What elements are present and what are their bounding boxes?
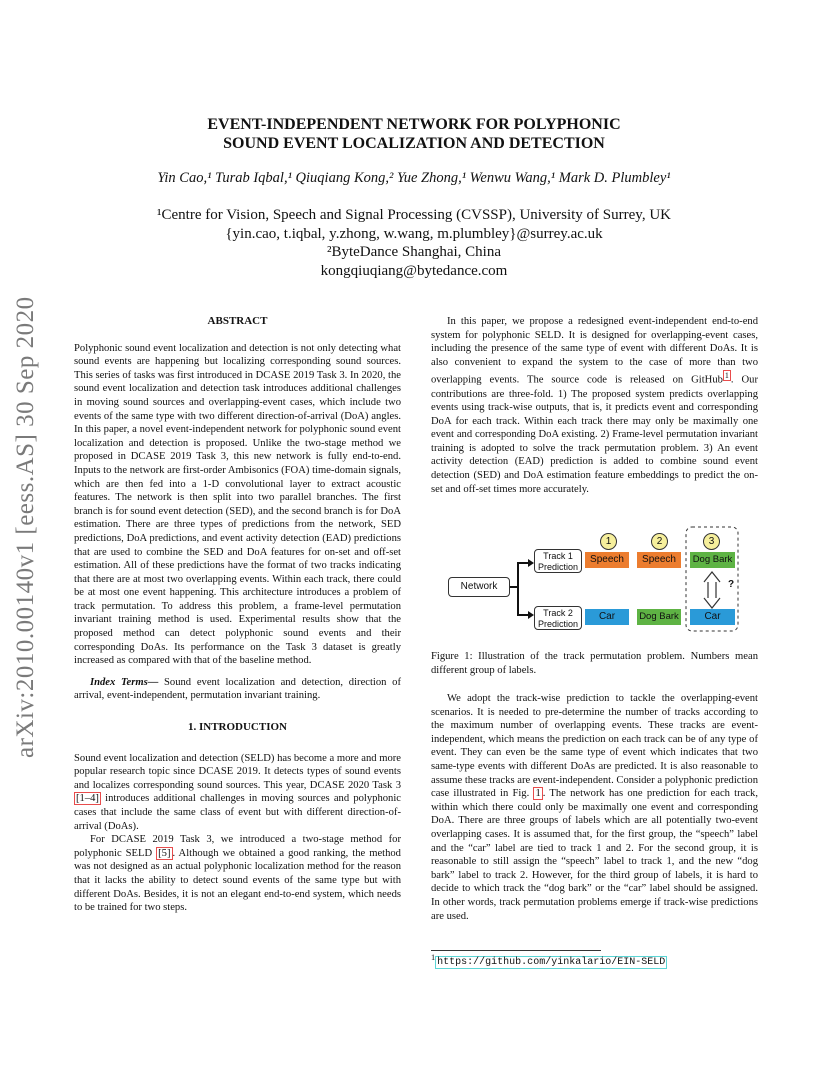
abstract-heading: ABSTRACT — [207, 315, 268, 327]
figure-1 — [440, 525, 770, 635]
figure-caption: Figure 1: Illustration of the track permutation problem. Numbers mean different group of labels. — [431, 651, 758, 676]
track2-box: Track 2 Prediction — [534, 606, 582, 630]
affiliations — [0, 206, 828, 280]
index-terms — [74, 676, 401, 703]
citation-link[interactable]: [1–4] — [76, 793, 99, 805]
footnote-rule — [431, 950, 601, 951]
author-list: Yin Cao,¹ Turab Iqbal,¹ Qiuqiang Kong,² Yue Zhong,¹ Wenwu Wang,¹ Mark D. Plumbley¹ — [157, 170, 671, 186]
network-box: Network — [448, 577, 510, 597]
right-column-top — [431, 315, 758, 496]
github-link[interactable]: https://github.com/yinkalario/EIN-SELD — [437, 957, 666, 969]
question-mark: ? — [727, 579, 735, 590]
label-dog-bark: Dog Bark — [690, 552, 735, 568]
right-paragraph-1: In this paper, we propose a redesigned event-independent end-to-end system for polyphonic SELD. It is designed for overlapping-event cases, including the presence of the same type of event with different DoAs. It is also convenient to expand the system to the case of more than two overlapping events. The source code is released on GitHub $^1$ . Our contributions are three-fold. 1) The proposed system predicts overlapping events using track-wise outputs, that is, it predicts event and corresponding DoA for each track. Within each track there may only be maximally one event and corresponding DoA existing. 2) Frame-level permutation invariant training is adopted to solve the track permutation problem. 3) An event activity detection (EAD) prediction is added to combine sound event detection (SED) and DoA estimation feature embeddings to predict the on-set and off-set times more accurately. — [431, 316, 758, 495]
footnote — [431, 953, 758, 968]
group-3-number: 3 — [703, 533, 720, 550]
paper-title — [0, 115, 828, 153]
intro-paragraph-1: Sound event localization and detection (SELD) has become a more and more popular research topic since DCASE 2019. It detects types of sound events and localizes corresponding sound sources. This year, DCASE 2020 Task 3 [1–4] introduces additional challenges in moving sources and polyphonic cases that include the same class of event but with different direction-of-arrival (DoAs). — [74, 752, 401, 832]
citation-link[interactable]: [5] — [158, 847, 171, 859]
footnote-number: 1 — [431, 953, 436, 962]
footnote-link[interactable]: 1 — [724, 371, 729, 381]
title-line-1: EVENT-INDEPENDENT NETWORK FOR POLYPHONIC — [207, 116, 621, 133]
figure-caption-block — [431, 650, 758, 677]
right-paragraph-2: We adopt the track-wise prediction to tackle the overlapping-event scenarios. It is needed to pre-determine the number of tracks according to the maximum number of overlapping events. These tracks are event-independent, which means the prediction on each track can be of any type of event. They can even be the same type of event which indicates that two same-type events with different DoAs are predicted. It is also reasonable to assume these tracks are event-independent. Consider a polyphonic prediction case illustrated in Fig. 1 . The network has one prediction for each track, within which there could only be maximally one event and corresponding DoA. There are three groups of labels which are all potentially two-event overlapping cases. It is assumed that, for the first group, the “speech” label and the “car” label are tied to track 1 and 2. For the second group, it is reasonable to still assign the “speech” label to track 1, and the new “dog bark” label to track 2. However, for the third group of labels, it is hard to decide to which track the “dog bark” or the “car” label should be assigned. In other words, track permutation problems emerge if track-wise predictions are used. — [431, 693, 758, 922]
label-car: Car — [690, 609, 735, 625]
left-column — [74, 315, 401, 915]
affiliation-1: ¹Centre for Vision, Speech and Signal Processing (CVSSP), University of Surrey, UK — [157, 207, 671, 223]
index-terms-text: Sound event localization and detection, direction of arrival, event-independent, permutation invariant training. — [74, 676, 401, 702]
intro-paragraph-2: For DCASE 2019 Task 3, we introduced a two-stage method for polyphonic SELD [5] . Although we obtained a good ranking, the method was not designed as an actual polyphonic localization method for the reason that it lacks the ability to detect sound events of the same type but with different DoAs. Besides, it is not an elegant end-to-end system, which needs to be trained for two steps. — [74, 834, 401, 914]
figure-reference-link[interactable]: 1 — [535, 788, 541, 800]
arxiv-side-stamp: arXiv:2010.00140v1 [eess.AS] 30 Sep 2020 — [12, 296, 39, 758]
label-speech: Speech — [585, 552, 629, 568]
emails-1: {yin.cao, t.iqbal, y.zhong, w.wang, m.plumbley}@surrey.ac.uk — [225, 225, 603, 242]
affiliation-2: ²ByteDance Shanghai, China — [326, 244, 502, 260]
title-line-2: SOUND EVENT LOCALIZATION AND DETECTION — [223, 135, 605, 152]
index-terms-label: Index Terms— — [90, 676, 159, 688]
label-speech: Speech — [637, 552, 681, 568]
group-2-number: 2 — [651, 533, 668, 550]
abstract-text: Polyphonic sound event localization and detection is not only detecting what sound events are happening but localizing corresponding sound sources. This series of tasks was first introduced in DCASE 2019 Task 3. In 2020, the sound event localization and detection task introduces additional challenges in moving sound sources and overlapping-event cases, which include two events of the same type with two different direction-of-arrival (DoA) angles. In this paper, a novel event-independent network for polyphonic sound event localization and detection is proposed. Unlike the two-stage method we proposed in DCASE 2019 Task 3, this new network is fully end-to-end. Inputs to the network are first-order Ambisonics (FOA) time-domain signals, which are then fed into a 1-D convolutional layer to extract acoustic features. The network is then split into two parallel branches. The first branch is for sound event detection (SED), and the second branch is for DoA estimation. There are three types of predictions from the network, SED predictions, DoA predictions, and event activity detection (EAD) predictions that are used to combine the SED and DoA features for on-set and off-set estimation. All of these predictions have the format of two tracks indicating that there are at most two overlapping events. Within each track, there could be at most one event happening. This architecture introduces a problem of track permutation. To address this problem, a frame-level permutation invariant training method is used. Experimental results show that the proposed method can detect polyphonic sound events and their corresponding DoAs. Its performance on the Task 3 dataset is greatly increased as compared with that of the baseline method. — [74, 342, 401, 667]
email-2: kongqiuqiang@bytedance.com — [320, 262, 508, 279]
group-1-number: 1 — [600, 533, 617, 550]
intro-heading: 1. INTRODUCTION — [187, 721, 287, 734]
right-column-bottom — [431, 692, 758, 923]
label-dog-bark: Dog Bark — [637, 609, 681, 625]
label-car: Car — [585, 609, 629, 625]
track1-box: Track 1 Prediction — [534, 549, 582, 573]
